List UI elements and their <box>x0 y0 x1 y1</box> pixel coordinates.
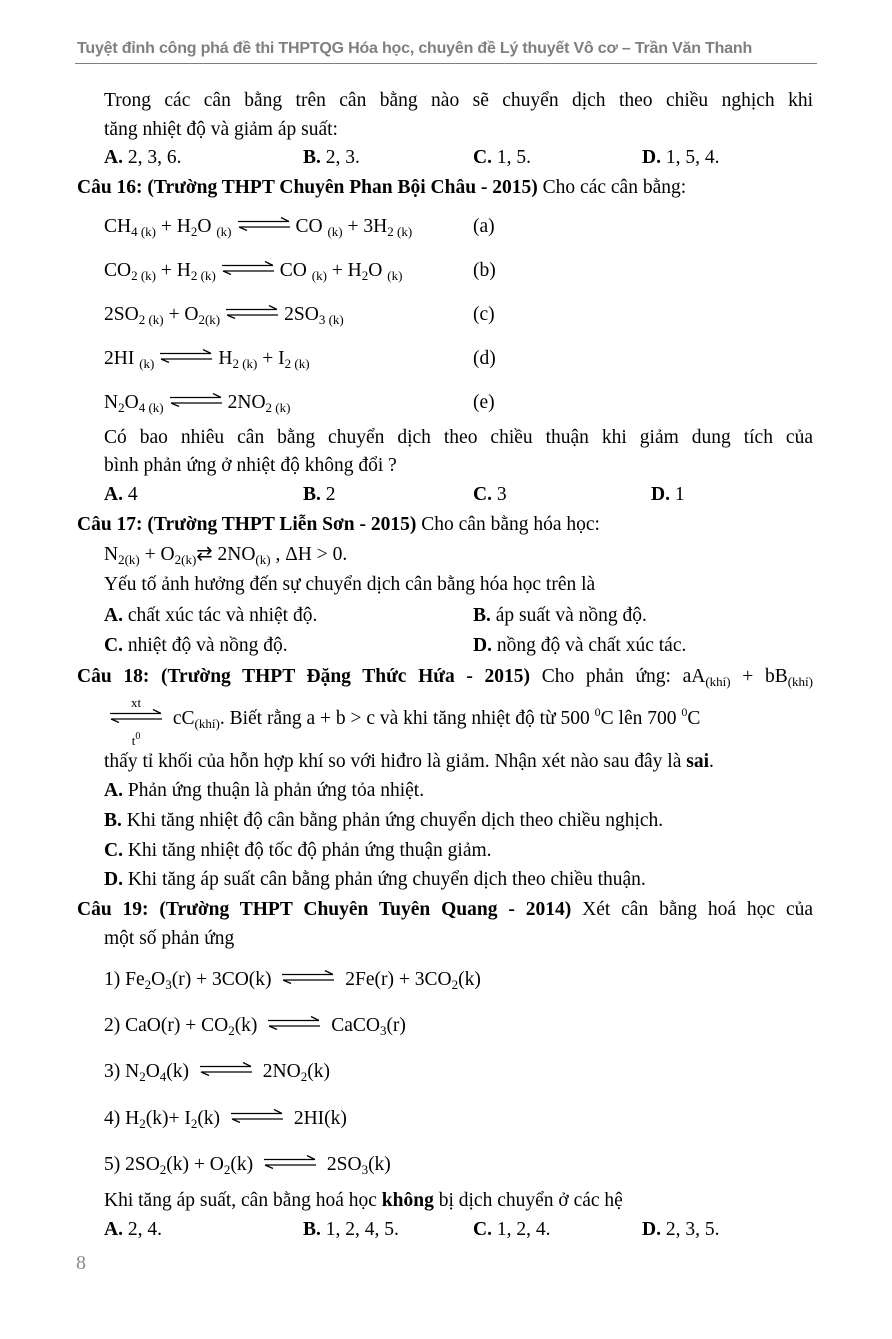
text-run: + I <box>257 348 285 369</box>
option-text: 2, 4. <box>122 1219 162 1240</box>
option-text: 1, 2, 4, 5. <box>320 1219 399 1240</box>
subscript: 2 (k) <box>232 356 258 371</box>
equation-line <box>104 391 495 420</box>
answer-option <box>642 146 719 170</box>
text-run: O <box>145 1061 160 1082</box>
text-run: 1) Fe <box>104 969 145 990</box>
option-text: 2, 3, 6. <box>122 147 182 168</box>
option-text: 1, 5, 4. <box>660 147 720 168</box>
text-run: + H <box>156 216 191 237</box>
text-run: (k) <box>368 1154 391 1175</box>
subscript: 2(k) <box>118 552 140 567</box>
text-run: 2) CaO(r) + CO <box>104 1015 229 1036</box>
bold-text: C. <box>104 840 123 861</box>
arrow-label-bottom: $t^0$ <box>131 731 141 748</box>
answer-option <box>651 483 685 507</box>
text-run: 2SO <box>104 304 139 325</box>
answer-option <box>104 604 317 628</box>
text-line <box>104 89 813 113</box>
text-run: 2HI <box>104 348 140 369</box>
text-run: một số phản ứng <box>104 928 235 949</box>
text-run: (k) <box>234 1015 263 1036</box>
equation-line <box>104 1107 347 1136</box>
equilibrium-arrow-icon <box>225 305 279 319</box>
subscript: 2 <box>190 224 198 239</box>
text-run: N <box>104 544 119 565</box>
text-run: Cho phản ứng: aA <box>530 666 706 687</box>
option-label: B. <box>303 1219 321 1240</box>
subscript: 2(k) <box>198 312 221 327</box>
subscript: (k) <box>139 356 155 371</box>
equilibrium-arrow-icon <box>169 393 223 407</box>
bold-text: Câu 16: (Trường THPT Chuyên Phan Bội Châu - 2015) <box>77 177 538 198</box>
option-label: D. <box>642 147 661 168</box>
option-text: 1, 5. <box>491 147 531 168</box>
subscript: 2 <box>190 1116 198 1131</box>
answer-option <box>104 483 138 507</box>
option-label: A. <box>104 147 123 168</box>
subscript: 4 (k) <box>131 224 157 239</box>
running-header: Tuyệt đỉnh công phá đề thi THPTQG Hóa học, chuyên đề Lý thuyết Vô cơ – Trần Văn Thanh <box>77 40 753 57</box>
text-run: tăng nhiệt độ và giảm áp suất: <box>104 119 338 140</box>
equation-tag: (d) <box>473 348 496 369</box>
option-text: 4 <box>122 484 138 505</box>
superscript: 0 <box>594 705 601 719</box>
equation-line <box>104 1153 391 1182</box>
equilibrium-arrow-icon <box>237 217 291 231</box>
text-line <box>104 118 338 142</box>
answer-option <box>473 634 686 658</box>
text-run: 2NO <box>257 1061 301 1082</box>
subscript: 4 (k) <box>138 400 164 415</box>
answer-options <box>0 634 892 658</box>
subscript: 2 <box>223 1162 231 1177</box>
subscript: (k) <box>311 268 327 283</box>
text-run: 4) H <box>104 1108 140 1129</box>
answer-option <box>104 146 181 170</box>
text-run: O <box>151 969 166 990</box>
text-line <box>104 809 663 833</box>
text-run: Khi tăng nhiệt độ cân bằng phản ứng chuyển dịch theo chiều nghịch. <box>121 810 664 831</box>
arrow-label-top: xt <box>130 695 142 710</box>
text-run: Yếu tố ảnh hưởng đến sự chuyển dịch cân bằng hóa học trên là <box>104 574 596 595</box>
header-divider <box>75 63 817 64</box>
equilibrium-arrow-icon <box>221 261 275 275</box>
text-run: O <box>368 260 388 281</box>
option-label: A. <box>104 1219 123 1240</box>
text-run: (k) <box>458 969 481 990</box>
subscript: 2 <box>139 1116 146 1131</box>
text-run: Khi tăng nhiệt độ tốc độ phản ứng thuận giảm. <box>122 840 492 861</box>
subscript: 2 <box>300 1069 308 1084</box>
bold-text: sai <box>686 751 709 772</box>
option-label: B. <box>473 605 491 626</box>
subscript: 2 (k) <box>190 268 216 283</box>
option-text: nhiệt độ và nồng độ. <box>122 635 288 656</box>
answer-option <box>473 146 531 170</box>
equilibrium-arrow-icon <box>199 1062 253 1076</box>
option-label: A. <box>104 484 123 505</box>
text-run: thấy tỉ khối của hỗn hợp khí so với hiđro là giảm. Nhận xét nào sau đây là <box>104 751 687 772</box>
option-label: D. <box>651 484 670 505</box>
text-run: + O <box>139 544 175 565</box>
subscript: 2 <box>228 1023 235 1038</box>
equation-line <box>104 259 496 288</box>
subscript: (khí) <box>787 674 813 689</box>
subscript: (k) <box>327 224 343 239</box>
text-run: H <box>218 348 233 369</box>
answer-option <box>303 483 336 507</box>
option-label: B. <box>303 147 321 168</box>
text-run: Khi tăng áp suất, cân bằng hoá học <box>104 1190 382 1211</box>
option-text: 3 <box>491 484 507 505</box>
equilibrium-arrow-icon <box>230 1109 284 1123</box>
equilibrium-arrow-icon <box>267 1016 321 1030</box>
answer-option <box>104 634 288 658</box>
equation-line <box>104 303 495 332</box>
text-run: ⇄ 2NO <box>196 544 256 565</box>
equation-line <box>104 1014 406 1043</box>
equilibrium-arrow-icon <box>109 695 163 748</box>
subscript: (k) <box>255 552 271 567</box>
superscript: 0 <box>681 705 688 719</box>
text-line <box>77 176 686 200</box>
answer-option <box>303 146 360 170</box>
answer-option <box>104 1218 162 1242</box>
answer-option <box>473 483 507 507</box>
text-run: 2SO <box>322 1154 362 1175</box>
option-label: C. <box>473 147 492 168</box>
subscript: 2 <box>159 1162 167 1177</box>
subscript: 4 <box>159 1069 167 1084</box>
bold-text: Câu 17: (Trường THPT Liễn Sơn - 2015) <box>77 514 417 535</box>
text-run: (k) <box>307 1061 330 1082</box>
text-line <box>104 779 424 803</box>
option-label: D. <box>473 635 492 656</box>
subscript: 2 (k) <box>131 268 157 283</box>
text-run: + 3H <box>342 216 388 237</box>
text-run: Trong các cân bằng trên cân bằng nào sẽ chuyển dịch theo chiều nghịch khi <box>104 90 813 111</box>
text-run: O <box>197 216 217 237</box>
option-text: nồng độ và chất xúc tác. <box>491 635 687 656</box>
equilibrium-arrow-icon <box>281 970 335 984</box>
equation-tag: (a) <box>473 216 495 237</box>
text-run: (k) <box>230 1154 258 1175</box>
option-text: áp suất và nồng độ. <box>490 605 647 626</box>
equation-tag: (c) <box>473 304 495 325</box>
equation-line <box>104 1060 330 1089</box>
option-label: D. <box>642 1219 661 1240</box>
text-line <box>77 665 813 694</box>
answer-option <box>303 1218 399 1242</box>
text-run: , ΔH > 0. <box>270 544 348 565</box>
bold-text: Câu 18: (Trường THPT Đặng Thức Hứa - 2015) <box>77 666 531 687</box>
subscript: 3 <box>361 1162 369 1177</box>
text-run: (r) + 3CO(k) <box>171 969 277 990</box>
text-run: 3) N <box>104 1061 140 1082</box>
subscript: 2 <box>451 977 459 992</box>
answer-options <box>0 146 892 170</box>
option-label: B. <box>303 484 321 505</box>
option-label: C. <box>104 635 123 656</box>
text-run: + H <box>156 260 191 281</box>
subscript: 2 (k) <box>387 224 413 239</box>
equilibrium-arrow-icon <box>159 349 213 363</box>
subscript: 2 (k) <box>138 312 164 327</box>
text-line <box>104 1189 623 1213</box>
equation-line <box>104 968 481 997</box>
superscript: 0 <box>135 731 141 742</box>
text-run: Phản ứng thuận là phản ứng tỏa nhiệt. <box>122 780 425 801</box>
subscript: 2 <box>361 268 369 283</box>
option-text: 2 <box>320 484 336 505</box>
text-line <box>104 573 595 597</box>
text-run: Cho các cân bằng: <box>537 177 687 198</box>
text-run: (k) + O <box>166 1154 224 1175</box>
text-run: bị dịch chuyển ở các hệ <box>433 1190 623 1211</box>
text-run: C lên 700 <box>600 708 682 729</box>
bold-text: Câu 19: (Trường THPT Chuyên Tuyên Quang - 2014) <box>77 899 572 920</box>
option-text: 1, 2, 4. <box>491 1219 551 1240</box>
text-run: Xét cân bằng hoá học của <box>571 899 814 920</box>
text-run: Có bao nhiêu cân bằng chuyển dịch theo chiều thuận khi giảm dung tích của <box>104 427 813 448</box>
subscript: (k) <box>387 268 403 283</box>
text-run: (r) <box>386 1015 406 1036</box>
subscript: 2 (k) <box>265 400 291 415</box>
equation-line <box>104 347 496 376</box>
page-number: 8 <box>76 1252 86 1274</box>
subscript: 2(k) <box>174 552 197 567</box>
text-line <box>104 695 701 748</box>
option-label: A. <box>104 605 123 626</box>
answer-option <box>642 1218 719 1242</box>
text-run: + bB <box>730 666 788 687</box>
subscript: 2 (k) <box>284 356 310 371</box>
subscript: 2 <box>144 977 152 992</box>
text-line <box>104 750 714 774</box>
text-run: 2NO <box>227 392 266 413</box>
text-run: + O <box>163 304 199 325</box>
text-run: 2Fe(r) + 3CO <box>340 969 452 990</box>
text-run: . <box>709 751 714 772</box>
option-label: C. <box>473 1219 492 1240</box>
text-run: cC <box>168 708 195 729</box>
text-run: (k) <box>166 1061 194 1082</box>
text-line <box>104 868 646 892</box>
text-run: CO <box>295 216 328 237</box>
equation-tag: (b) <box>473 260 496 281</box>
subscript: 3 <box>165 977 172 992</box>
bold-text: A. <box>104 780 123 801</box>
bold-text: D. <box>104 869 123 890</box>
text-run: Cho cân bằng hóa học: <box>416 514 600 535</box>
text-run: Khi tăng áp suất cân bằng phản ứng chuyển dịch theo chiều thuận. <box>122 869 646 890</box>
text-run: O <box>124 392 139 413</box>
text-run: 2HI(k) <box>288 1108 347 1129</box>
subscript: 2 <box>139 1069 146 1084</box>
option-label: C. <box>473 484 492 505</box>
text-run: CO <box>104 260 132 281</box>
text-line <box>104 927 234 951</box>
text-line <box>77 513 600 537</box>
text-run: (k) <box>197 1108 225 1129</box>
bold-text: B. <box>104 810 122 831</box>
text-line <box>104 543 347 572</box>
equation-line <box>104 215 495 244</box>
option-text: chất xúc tác và nhiệt độ. <box>122 605 318 626</box>
text-run: 2SO <box>284 304 319 325</box>
text-run: CaCO <box>326 1015 380 1036</box>
text-run: N <box>104 392 119 413</box>
text-run: C <box>687 708 701 729</box>
subscript: 3 (k) <box>318 312 344 327</box>
subscript: (k) <box>216 224 232 239</box>
answer-option <box>473 604 647 628</box>
answer-option <box>473 1218 550 1242</box>
text-line <box>104 839 492 863</box>
option-text: 2, 3. <box>320 147 360 168</box>
answer-options <box>0 1218 892 1242</box>
subscript: 3 <box>379 1023 387 1038</box>
equilibrium-arrow-icon <box>263 1155 317 1169</box>
text-run: 5) 2SO <box>104 1154 160 1175</box>
text-run: (k)+ I <box>145 1108 191 1129</box>
text-run: . Biết rằng a + b > c và khi tăng nhiệt độ từ 500 <box>219 708 595 729</box>
text-run: CH <box>104 216 132 237</box>
option-text: 1 <box>669 484 685 505</box>
subscript: (khí) <box>194 716 220 731</box>
bold-text: không <box>381 1190 434 1211</box>
text-run: + H <box>326 260 362 281</box>
equation-tag: (e) <box>473 392 495 413</box>
answer-options <box>0 604 892 628</box>
answer-options <box>0 483 892 507</box>
text-line <box>104 426 813 450</box>
subscript: 2 <box>118 400 125 415</box>
text-run: CO <box>279 260 312 281</box>
text-line <box>104 454 397 478</box>
option-text: 2, 3, 5. <box>660 1219 720 1240</box>
subscript: (khí) <box>705 674 731 689</box>
text-run: bình phản ứng ở nhiệt độ không đổi ? <box>104 455 397 476</box>
text-line <box>77 898 813 922</box>
